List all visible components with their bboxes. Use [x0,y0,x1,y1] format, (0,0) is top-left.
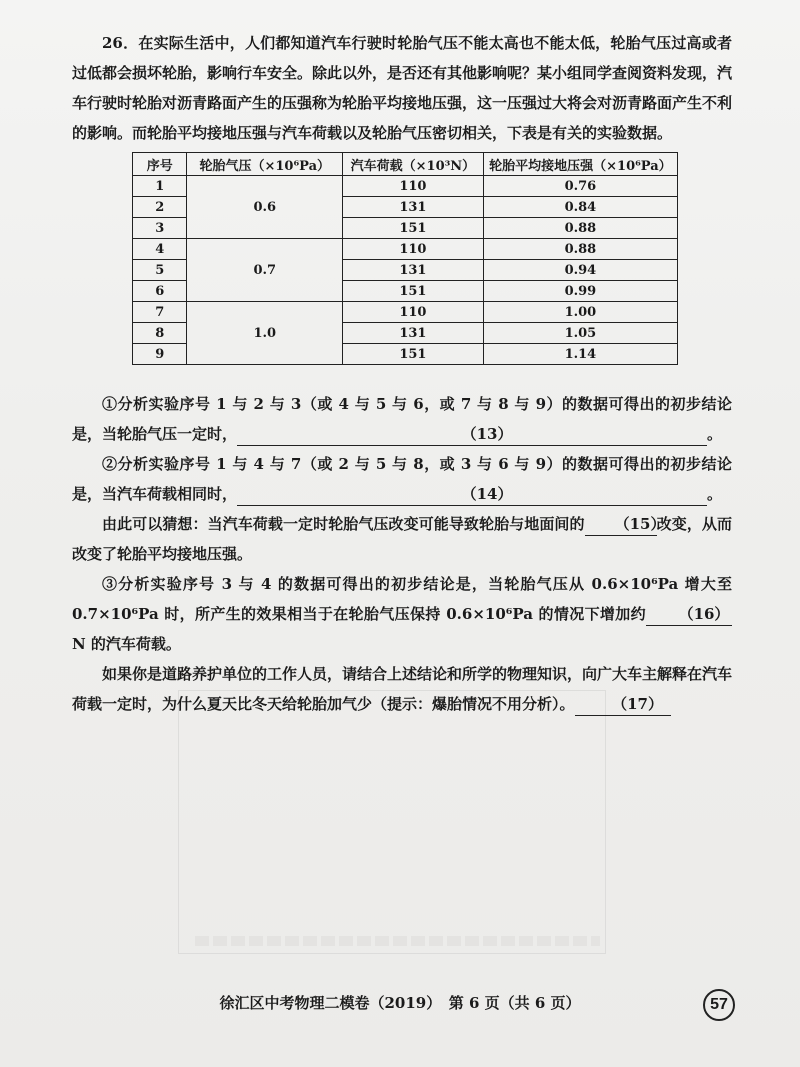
page-circle-number: 57 [703,989,735,1021]
answer-blank-14[interactable]: （14） [237,483,707,506]
guess-text-a: 由此可以猜想：当汽车荷载一定时轮胎气压改变可能导致轮胎与地面间的 [102,515,585,533]
cell-ground-pressure: 1.00 [483,302,677,323]
explain-text: 如果你是道路养护单位的工作人员，请结合上述结论和所学的物理知识，向广大车主解释在汽车荷载一定时，为什么夏天比冬天给轮胎加气少（提示：爆胎情况不用分析）。 [72,665,733,713]
table-row [133,302,678,323]
cell-load: 131 [343,197,484,218]
sub-question-1-text: ①分析实验序号 1 与 2 与 3（或 4 与 5 与 6，或 7 与 8 与 9）的数据可得出的初步结论是，当轮胎气压一定时， [72,395,732,443]
table-header-row [133,153,678,176]
answer-blank-17[interactable]: （17） [575,693,671,716]
sub-question-3 [72,569,732,659]
cell-no: 7 [133,302,187,323]
cell-no: 9 [133,344,187,365]
question-content [72,28,732,719]
cell-load: 151 [343,218,484,239]
cell-ground-pressure: 0.88 [483,218,677,239]
sub-question-1 [72,389,732,449]
cell-no: 2 [133,197,187,218]
period: 。 [707,425,723,443]
guess-text-b: 改变，从而改变了轮胎平均接地压强。 [72,515,732,563]
answer-blank-16[interactable]: （16） [646,603,732,626]
question-number: 26． [102,34,139,52]
header-no: 序号 [133,153,187,176]
cell-tire-pressure: 0.7 [187,239,343,302]
page-footer: 徐汇区中考物理二模卷（2019） 第 6 页（共 6 页） [219,994,581,1012]
cell-no: 1 [133,176,187,197]
table-row [133,176,678,197]
cell-load: 131 [343,260,484,281]
cell-ground-pressure: 0.84 [483,197,677,218]
experiment-data-table [132,152,678,365]
sub-question-3-text-a: ③分析实验序号 3 与 4 的数据可得出的初步结论是，当轮胎气压从 0.6×10⁶Pa 增大至 0.7×10⁶Pa 时，所产生的效果相当于在轮胎气压保持 0.6×10⁶Pa 的情况下增加约 [72,575,732,623]
cell-load: 151 [343,344,484,365]
cell-load: 131 [343,323,484,344]
cell-load: 151 [343,281,484,302]
cell-no: 3 [133,218,187,239]
cell-load: 110 [343,239,484,260]
bleed-through-line [195,936,600,946]
sub-question-2 [72,449,732,509]
answer-blank-15[interactable]: （15） [585,513,657,536]
sub-question-explain [72,659,732,719]
cell-tire-pressure: 1.0 [187,302,343,365]
table-row [133,239,678,260]
cell-no: 4 [133,239,187,260]
sub-question-2-text: ②分析实验序号 1 与 4 与 7（或 2 与 5 与 8，或 3 与 6 与 9）的数据可得出的初步结论是，当汽车荷载相同时， [72,455,732,503]
cell-no: 8 [133,323,187,344]
question-intro [72,28,732,148]
sub-question-guess [72,509,732,569]
sub-questions [72,389,732,719]
cell-ground-pressure: 0.76 [483,176,677,197]
cell-ground-pressure: 0.94 [483,260,677,281]
cell-ground-pressure: 1.14 [483,344,677,365]
cell-load: 110 [343,302,484,323]
header-ground-pressure: 轮胎平均接地压强（×10⁶Pa） [483,153,677,176]
answer-blank-13[interactable]: （13） [237,423,707,446]
sub-question-3-text-b: N 的汽车荷载。 [72,635,181,653]
period: 。 [707,485,723,503]
header-load: 汽车荷载（×10³N） [343,153,484,176]
cell-ground-pressure: 1.05 [483,323,677,344]
bleed-through-box [178,690,606,954]
cell-ground-pressure: 0.88 [483,239,677,260]
cell-no: 6 [133,281,187,302]
question-intro-text: 在实际生活中，人们都知道汽车行驶时轮胎气压不能太高也不能太低，轮胎气压过高或者过低都会损坏轮胎，影响行车安全。除此以外，是否还有其他影响呢？某小组同学查阅资料发现，汽车行驶时轮胎对沥青路面产生的压强称为轮胎平均接地压强，这一压强过大将会对沥青路面产生不利的影响。而轮胎平均接地压强与汽车荷载以及轮胎气压密切相关，下表是有关的实验数据。 [72,34,733,142]
cell-no: 5 [133,260,187,281]
cell-ground-pressure: 0.99 [483,281,677,302]
cell-tire-pressure: 0.6 [187,176,343,239]
header-tire-pressure: 轮胎气压（×10⁶Pa） [187,153,343,176]
cell-load: 110 [343,176,484,197]
